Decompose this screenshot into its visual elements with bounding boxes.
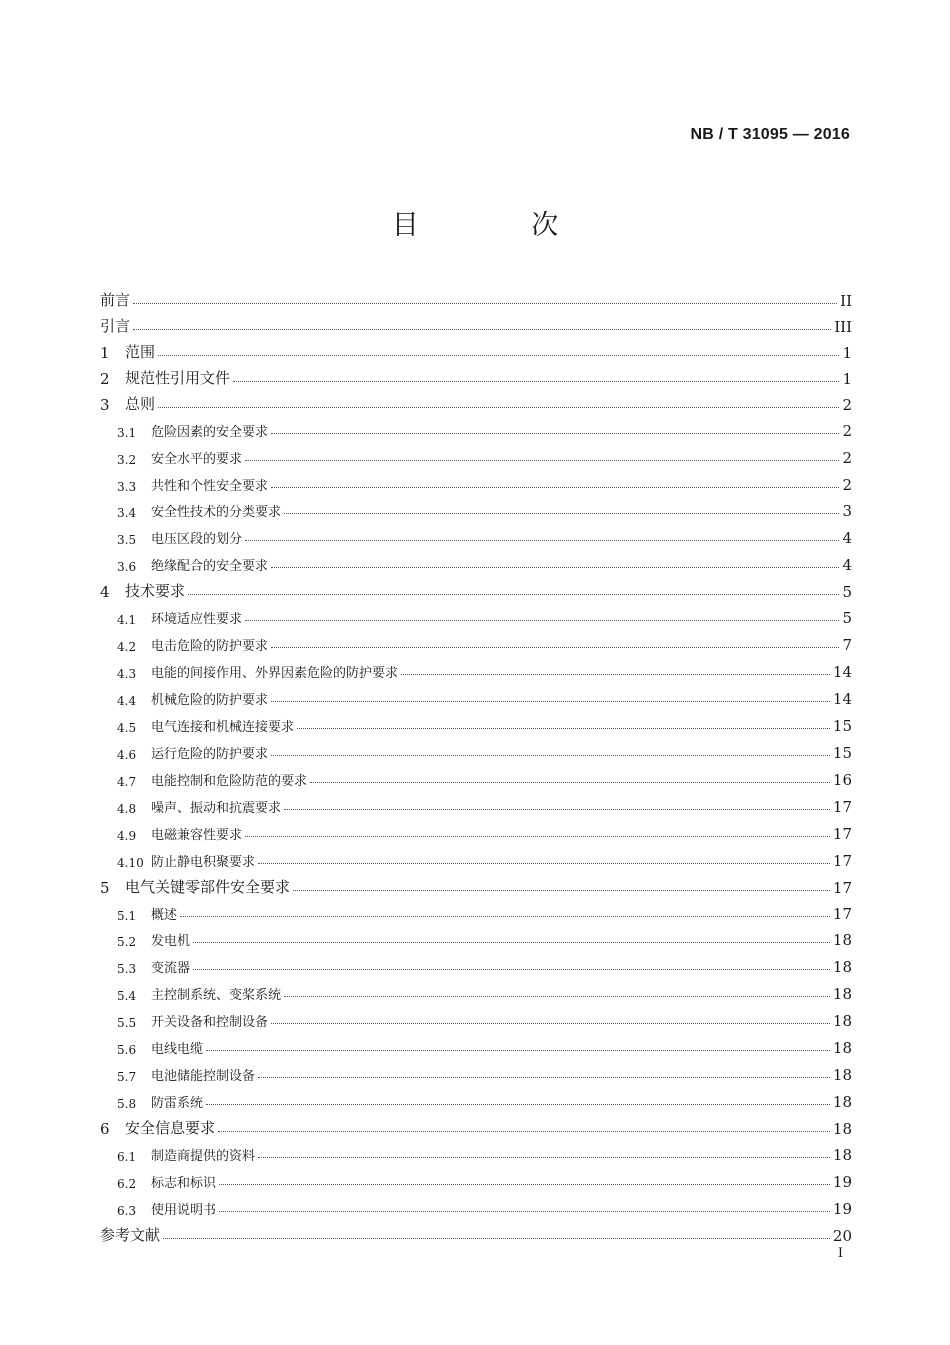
- toc-entry-label: 标志和标识: [151, 1175, 217, 1191]
- toc-entry-page: 2: [842, 475, 852, 494]
- toc-entry-label: 规范性引用文件: [125, 368, 231, 387]
- toc-entry-number: 5.3: [117, 962, 137, 977]
- toc-entry-page: 18: [832, 958, 852, 977]
- toc-entry[interactable]: [100, 1193, 852, 1220]
- toc-entry-number: 3.3: [117, 479, 137, 494]
- toc-entry-label: 前言: [100, 290, 131, 309]
- toc-entry-number: 6.2: [117, 1176, 137, 1191]
- toc-entry-number: 5.1: [117, 908, 137, 923]
- toc-entry-page: 2: [842, 395, 852, 414]
- page-number: I: [837, 1246, 843, 1261]
- toc-entry-number: 5.8: [117, 1097, 137, 1112]
- toc-entry[interactable]: [100, 1086, 852, 1113]
- toc-entry-number: 3.6: [117, 560, 137, 575]
- toc-entry-page: 18: [832, 1012, 852, 1031]
- dot-leader: [284, 809, 830, 810]
- toc-entry-number: 4: [100, 583, 110, 602]
- page-title: 目 次: [391, 210, 611, 241]
- toc-entry-label: 发电机: [151, 934, 191, 950]
- toc-entry-page: 1: [842, 343, 852, 362]
- toc-entry-page: 2: [842, 421, 852, 440]
- toc-entry-label: 电磁兼容性要求: [151, 827, 243, 843]
- toc-entry-page: 20: [832, 1226, 852, 1245]
- toc-entry-number: 4.10: [117, 855, 144, 870]
- toc-entry-label: 概述: [151, 907, 178, 923]
- toc-entry-label: 使用说明书: [151, 1202, 217, 1218]
- dot-leader: [193, 942, 830, 943]
- toc-entry-page: 18: [832, 1066, 852, 1085]
- dot-leader: [158, 355, 839, 356]
- toc-entry[interactable]: [100, 1139, 852, 1166]
- toc-entry-label: 噪声、振动和抗震要求: [151, 800, 282, 816]
- toc-entry[interactable]: [100, 522, 852, 549]
- toc-entry-label: 电能的间接作用、外界因素危险的防护要求: [151, 666, 399, 682]
- toc-entry-page: 5: [842, 609, 852, 628]
- toc-entry-number: 6: [100, 1120, 110, 1138]
- toc-entry-label: 电线电缆: [151, 1042, 204, 1058]
- table-of-contents: [100, 285, 852, 1246]
- toc-entry-label: 电能控制和危险防范的要求: [151, 773, 308, 789]
- dot-leader: [245, 540, 839, 541]
- toc-entry-page: 18: [832, 1120, 852, 1138]
- dot-leader: [284, 996, 830, 997]
- toc-entry[interactable]: [100, 337, 852, 363]
- toc-entry-number: 1: [100, 343, 110, 362]
- toc-entry-label: 危险因素的安全要求: [151, 424, 269, 440]
- toc-entry-label: 绝缘配合的安全要求: [151, 559, 269, 575]
- toc-entry-page: 16: [832, 770, 852, 789]
- toc-entry[interactable]: [100, 978, 852, 1005]
- toc-entry-page: 17: [832, 824, 852, 843]
- toc-entry-number: 2: [100, 369, 110, 388]
- toc-entry-page: 5: [842, 583, 852, 602]
- toc-entry-number: 4.6: [117, 747, 137, 762]
- toc-entry-label: 参考文献: [100, 1225, 161, 1244]
- toc-entry-label: 电压区段的划分: [151, 532, 243, 548]
- dot-leader: [133, 329, 831, 330]
- toc-entry-page: III: [834, 317, 852, 336]
- toc-entry-page: 3: [842, 502, 852, 521]
- toc-entry-number: 5.7: [117, 1070, 137, 1085]
- toc-entry[interactable]: [100, 442, 852, 469]
- dot-leader: [271, 1023, 830, 1024]
- toc-entry-page: 18: [832, 1145, 852, 1164]
- toc-entry-label: 开关设备和控制设备: [151, 1015, 269, 1031]
- toc-entry[interactable]: [100, 576, 852, 602]
- dot-leader: [133, 303, 837, 304]
- toc-entry-page: 15: [832, 716, 852, 735]
- toc-entry-label: 机械危险的防护要求: [151, 693, 269, 708]
- toc-entry[interactable]: [100, 549, 852, 576]
- dot-leader: [206, 1104, 830, 1105]
- toc-entry-number: 3.1: [117, 425, 137, 440]
- toc-entry[interactable]: [100, 656, 852, 683]
- toc-entry[interactable]: [100, 629, 852, 656]
- toc-entry[interactable]: [100, 898, 852, 925]
- toc-entry-number: 4.2: [117, 640, 137, 655]
- dot-leader: [401, 674, 830, 675]
- toc-entry-label: 主控制系统、变桨系统: [151, 988, 282, 1004]
- toc-entry-page: 17: [832, 878, 852, 897]
- toc-entry-number: 3.4: [117, 506, 137, 521]
- toc-entry-label: 安全性技术的分类要求: [151, 505, 282, 521]
- toc-entry-page: 2: [842, 448, 852, 467]
- toc-entry-number: 5.2: [117, 935, 137, 950]
- dot-leader: [284, 513, 839, 514]
- toc-entry-page: 15: [832, 743, 852, 762]
- toc-entry-page: 7: [842, 636, 852, 655]
- toc-entry[interactable]: [100, 1059, 852, 1086]
- toc-entry[interactable]: [100, 872, 852, 898]
- toc-entry-page: 18: [832, 1039, 852, 1058]
- dot-leader: [271, 755, 830, 756]
- toc-entry-page: 14: [832, 663, 852, 682]
- dot-leader: [218, 1131, 830, 1132]
- toc-entry-page: 17: [832, 851, 852, 870]
- toc-entry[interactable]: [100, 1032, 852, 1059]
- toc-entry-number: 6.3: [117, 1203, 137, 1218]
- toc-entry-number: 6.1: [117, 1149, 137, 1164]
- toc-entry[interactable]: [100, 925, 852, 952]
- toc-entry-number: 3.2: [117, 452, 137, 467]
- toc-entry[interactable]: [100, 764, 852, 791]
- toc-entry-label: 防雷系统: [151, 1096, 204, 1112]
- toc-entry[interactable]: [100, 683, 852, 710]
- toc-entry-label: 电气关键零部件安全要求: [125, 877, 291, 896]
- dot-leader: [258, 1077, 830, 1078]
- dot-leader: [293, 890, 830, 891]
- dot-leader: [219, 1211, 830, 1212]
- toc-entry-label: 引言: [100, 316, 131, 335]
- toc-entry-number: 4.4: [117, 694, 137, 708]
- toc-entry-number: 4.9: [117, 828, 137, 843]
- dot-leader: [245, 620, 839, 621]
- toc-entry-number: 4.7: [117, 774, 137, 789]
- toc-entry-page: II: [840, 291, 852, 310]
- toc-entry-number: 5.6: [117, 1043, 137, 1058]
- toc-entry[interactable]: [100, 1220, 852, 1246]
- dot-leader: [188, 594, 839, 595]
- dot-leader: [245, 460, 839, 461]
- dot-leader: [297, 728, 830, 729]
- dot-leader: [271, 433, 839, 434]
- dot-leader: [258, 1157, 830, 1158]
- toc-entry[interactable]: [100, 1113, 852, 1139]
- toc-entry-page: 4: [842, 556, 852, 575]
- toc-entry-label: 电池储能控制设备: [151, 1069, 256, 1085]
- toc-entry-number: 3.5: [117, 533, 137, 548]
- toc-entry-number: 4.8: [117, 801, 137, 816]
- toc-entry[interactable]: [100, 363, 852, 389]
- toc-entry-number: 4.5: [117, 720, 137, 735]
- toc-entry[interactable]: [100, 737, 852, 764]
- toc-entry-page: 19: [832, 1199, 852, 1218]
- toc-entry-page: 18: [832, 931, 852, 950]
- toc-entry-page: 1: [842, 369, 852, 388]
- dot-leader: [271, 487, 839, 488]
- dot-leader: [193, 969, 830, 970]
- toc-entry-label: 变流器: [151, 961, 191, 977]
- toc-entry[interactable]: [100, 818, 852, 845]
- dot-leader: [310, 782, 830, 783]
- toc-entry-page: 17: [832, 797, 852, 816]
- toc-entry[interactable]: [100, 285, 852, 311]
- toc-entry[interactable]: [100, 1166, 852, 1193]
- dot-leader: [245, 836, 830, 837]
- toc-entry[interactable]: [100, 602, 852, 629]
- toc-entry-label: 技术要求: [125, 582, 186, 601]
- toc-entry-label: 总则: [125, 394, 156, 413]
- toc-entry-page: 18: [832, 985, 852, 1004]
- toc-entry[interactable]: [100, 496, 852, 523]
- standard-code: NB / T 31095 — 2016: [690, 126, 850, 143]
- dot-leader: [206, 1050, 830, 1051]
- toc-entry-label: 范围: [125, 342, 156, 361]
- dot-leader: [219, 1184, 830, 1185]
- toc-entry-page: 4: [842, 529, 852, 548]
- toc-entry[interactable]: [100, 710, 852, 737]
- toc-entry[interactable]: [100, 1005, 852, 1032]
- toc-entry-number: 5.5: [117, 1016, 137, 1031]
- toc-entry-label: 电击危险的防护要求: [151, 639, 269, 655]
- dot-leader: [233, 381, 839, 382]
- dot-leader: [258, 863, 830, 864]
- toc-entry-page: 19: [832, 1172, 852, 1191]
- dot-leader: [271, 567, 839, 568]
- toc-entry-label: 环境适应性要求: [151, 612, 243, 628]
- toc-entry[interactable]: [100, 389, 852, 415]
- toc-entry-label: 电气连接和机械连接要求: [151, 719, 295, 735]
- toc-entry-page: 18: [832, 1093, 852, 1112]
- toc-entry-label: 制造商提供的资料: [151, 1148, 256, 1164]
- toc-entry-number: 5.4: [117, 989, 137, 1004]
- toc-entry[interactable]: [100, 469, 852, 496]
- toc-entry-label: 安全水平的要求: [151, 451, 243, 467]
- dot-leader: [180, 916, 830, 917]
- dot-leader: [271, 701, 830, 702]
- toc-entry[interactable]: [100, 791, 852, 818]
- toc-entry[interactable]: [100, 951, 852, 978]
- dot-leader: [158, 407, 839, 408]
- toc-entry-number: 4.3: [117, 667, 137, 682]
- toc-entry-number: 5: [100, 878, 110, 897]
- toc-entry-page: 17: [832, 904, 852, 923]
- toc-entry[interactable]: [100, 415, 852, 442]
- dot-leader: [271, 647, 839, 648]
- toc-entry-number: 4.1: [117, 613, 137, 628]
- toc-entry-number: 3: [100, 395, 110, 414]
- toc-entry-page: 14: [832, 690, 852, 708]
- toc-entry-label: 运行危险的防护要求: [151, 746, 269, 762]
- toc-entry-label: 防止静电积聚要求: [151, 854, 256, 870]
- toc-entry[interactable]: [100, 845, 852, 872]
- toc-entry-label: 共性和个性安全要求: [151, 478, 269, 494]
- dot-leader: [163, 1238, 830, 1239]
- toc-entry-label: 安全信息要求: [125, 1119, 216, 1137]
- toc-entry[interactable]: [100, 311, 852, 337]
